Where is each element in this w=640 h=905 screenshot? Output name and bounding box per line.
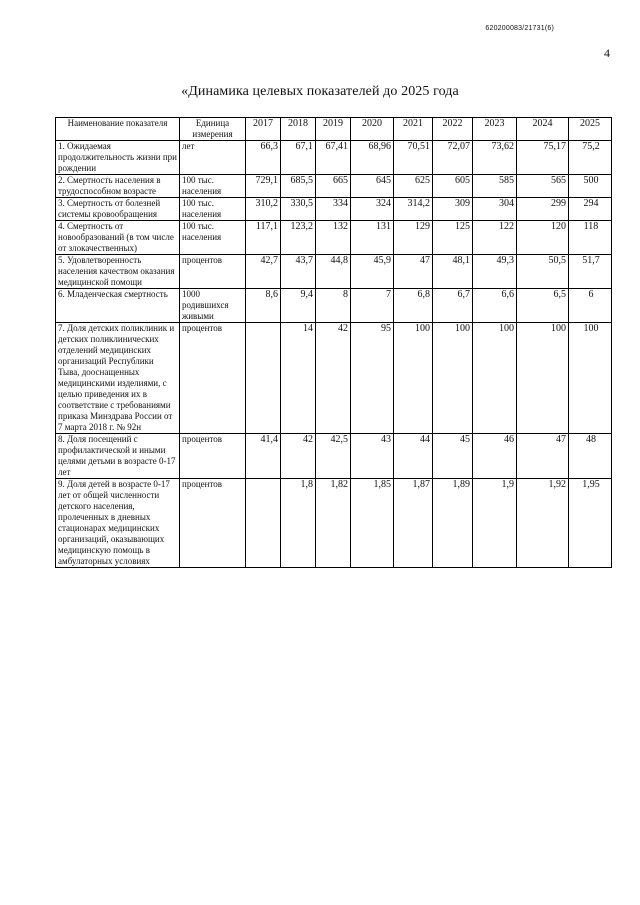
indicators-table (55, 117, 612, 568)
indicator-value: 75,2 (569, 141, 612, 175)
header-year: 2019 (316, 118, 351, 141)
indicator-value: 1,82 (316, 479, 351, 568)
table-row (56, 175, 612, 198)
indicator-value: 1,89 (433, 479, 473, 568)
indicator-value: 43 (351, 434, 394, 479)
indicator-unit: процентов (180, 255, 246, 289)
indicator-value: 132 (316, 221, 351, 255)
indicator-value: 51,7 (569, 255, 612, 289)
indicator-value: 299 (517, 198, 569, 221)
indicator-value: 131 (351, 221, 394, 255)
indicator-value: 100 (433, 323, 473, 434)
indicator-value: 314,2 (394, 198, 433, 221)
indicator-value: 48,1 (433, 255, 473, 289)
indicator-value: 14 (281, 323, 316, 434)
table-row (56, 255, 612, 289)
indicator-value: 72,07 (433, 141, 473, 175)
indicator-name: 5. Удовлетворенность населения качеством оказания медицинской помощи (56, 255, 180, 289)
indicator-unit: 100 тыс. населения (180, 175, 246, 198)
table-row (56, 221, 612, 255)
indicator-value: 6,6 (473, 289, 517, 323)
header-year: 2023 (473, 118, 517, 141)
indicator-value: 645 (351, 175, 394, 198)
indicator-value: 49,3 (473, 255, 517, 289)
header-row (56, 118, 612, 141)
indicator-value: 46 (473, 434, 517, 479)
table-row (56, 479, 612, 568)
indicator-value (246, 323, 281, 434)
header-year: 2017 (246, 118, 281, 141)
indicator-value: 50,5 (517, 255, 569, 289)
indicator-value: 8 (316, 289, 351, 323)
indicator-value: 44,8 (316, 255, 351, 289)
indicator-value: 1,87 (394, 479, 433, 568)
indicator-name: 4. Смертность от новообразований (в том числе от злокачественных) (56, 221, 180, 255)
indicator-value: 120 (517, 221, 569, 255)
indicator-value: 625 (394, 175, 433, 198)
indicator-value: 1,95 (569, 479, 612, 568)
indicator-value: 47 (394, 255, 433, 289)
indicator-value: 129 (394, 221, 433, 255)
header-year: 2025 (569, 118, 612, 141)
indicator-value: 41,4 (246, 434, 281, 479)
indicator-name: 2. Смертность населения в трудоспособном возрасте (56, 175, 180, 198)
indicator-value: 1,92 (517, 479, 569, 568)
indicator-value: 334 (316, 198, 351, 221)
indicator-value: 45,9 (351, 255, 394, 289)
indicator-name: 9. Доля детей в возрасте 0-17 лет от общей численности детского населения, пролеченных в дневных стационарах медицинских организаций, оказывающих медицинскую помощь в амбулаторных условиях (56, 479, 180, 568)
indicator-value: 309 (433, 198, 473, 221)
indicator-value: 123,2 (281, 221, 316, 255)
indicator-value: 125 (433, 221, 473, 255)
indicator-value: 42 (281, 434, 316, 479)
indicator-unit: 100 тыс. населения (180, 198, 246, 221)
indicator-value: 44 (394, 434, 433, 479)
table-row (56, 198, 612, 221)
table-row (56, 289, 612, 323)
indicator-name: 8. Доля посещений с профилактической и иными целями детьми в возрасте 0-17 лет (56, 434, 180, 479)
indicator-value: 42 (316, 323, 351, 434)
indicator-value: 100 (394, 323, 433, 434)
indicator-value: 6,5 (517, 289, 569, 323)
header-name: Наименование показателя (56, 118, 180, 141)
indicator-value: 7 (351, 289, 394, 323)
indicator-value: 95 (351, 323, 394, 434)
indicator-value: 585 (473, 175, 517, 198)
indicator-value: 100 (517, 323, 569, 434)
indicator-value: 6,8 (394, 289, 433, 323)
header-year: 2022 (433, 118, 473, 141)
page-number: 4 (604, 46, 610, 60)
table-row (56, 141, 612, 175)
indicator-value: 324 (351, 198, 394, 221)
indicator-name: 3. Смертность от болезней системы кровообращения (56, 198, 180, 221)
indicator-value: 45 (433, 434, 473, 479)
indicator-value: 100 (569, 323, 612, 434)
indicator-value: 43,7 (281, 255, 316, 289)
indicator-value: 9,4 (281, 289, 316, 323)
indicator-value: 66,3 (246, 141, 281, 175)
indicator-value: 122 (473, 221, 517, 255)
header-unit: Единица измерения (180, 118, 246, 141)
indicator-unit: процентов (180, 479, 246, 568)
indicator-value: 310,2 (246, 198, 281, 221)
indicator-value: 330,5 (281, 198, 316, 221)
header-year: 2020 (351, 118, 394, 141)
indicator-unit: процентов (180, 434, 246, 479)
indicator-unit: лет (180, 141, 246, 175)
indicator-value: 67,41 (316, 141, 351, 175)
indicator-value: 1,9 (473, 479, 517, 568)
indicator-value: 665 (316, 175, 351, 198)
indicator-value: 605 (433, 175, 473, 198)
header-year: 2024 (517, 118, 569, 141)
document-code: 620200083/21731(6) (485, 25, 554, 32)
indicator-value: 1,85 (351, 479, 394, 568)
indicator-value: 48 (569, 434, 612, 479)
indicator-value: 294 (569, 198, 612, 221)
indicator-value: 117,1 (246, 221, 281, 255)
page-title: «Динамика целевых показателей до 2025 года (181, 84, 459, 99)
indicator-value: 42,7 (246, 255, 281, 289)
indicator-value: 68,96 (351, 141, 394, 175)
indicator-value: 75,17 (517, 141, 569, 175)
indicator-name: 1. Ожидаемая продолжительность жизни при рождении (56, 141, 180, 175)
indicator-value: 100 (473, 323, 517, 434)
indicator-value: 47 (517, 434, 569, 479)
indicator-value: 42,5 (316, 434, 351, 479)
indicator-unit: процентов (180, 323, 246, 434)
indicator-value: 118 (569, 221, 612, 255)
indicator-value: 1,8 (281, 479, 316, 568)
indicator-value: 6 (569, 289, 612, 323)
indicator-value: 6,7 (433, 289, 473, 323)
indicator-value: 70,51 (394, 141, 433, 175)
indicator-unit: 100 тыс. населения (180, 221, 246, 255)
indicator-value: 67,1 (281, 141, 316, 175)
indicator-value: 8,6 (246, 289, 281, 323)
indicator-name: 7. Доля детских поликлиник и детских поликлинических отделений медицинских организаций Республики Тыва, дооснащенных медицинскими изделиями, с целью приведения их в соответствие с требованиями приказа Минздрава России от 7 марта 2018 г. № 92н (56, 323, 180, 434)
header-year: 2018 (281, 118, 316, 141)
indicator-value: 565 (517, 175, 569, 198)
indicator-value (246, 479, 281, 568)
indicator-value: 500 (569, 175, 612, 198)
header-year: 2021 (394, 118, 433, 141)
table-row (56, 323, 612, 434)
indicator-value: 73,62 (473, 141, 517, 175)
indicator-value: 304 (473, 198, 517, 221)
indicator-value: 729,1 (246, 175, 281, 198)
indicator-name: 6. Младенческая смертность (56, 289, 180, 323)
table-row (56, 434, 612, 479)
indicator-value: 685,5 (281, 175, 316, 198)
indicator-unit: 1000 родившихся живыми (180, 289, 246, 323)
